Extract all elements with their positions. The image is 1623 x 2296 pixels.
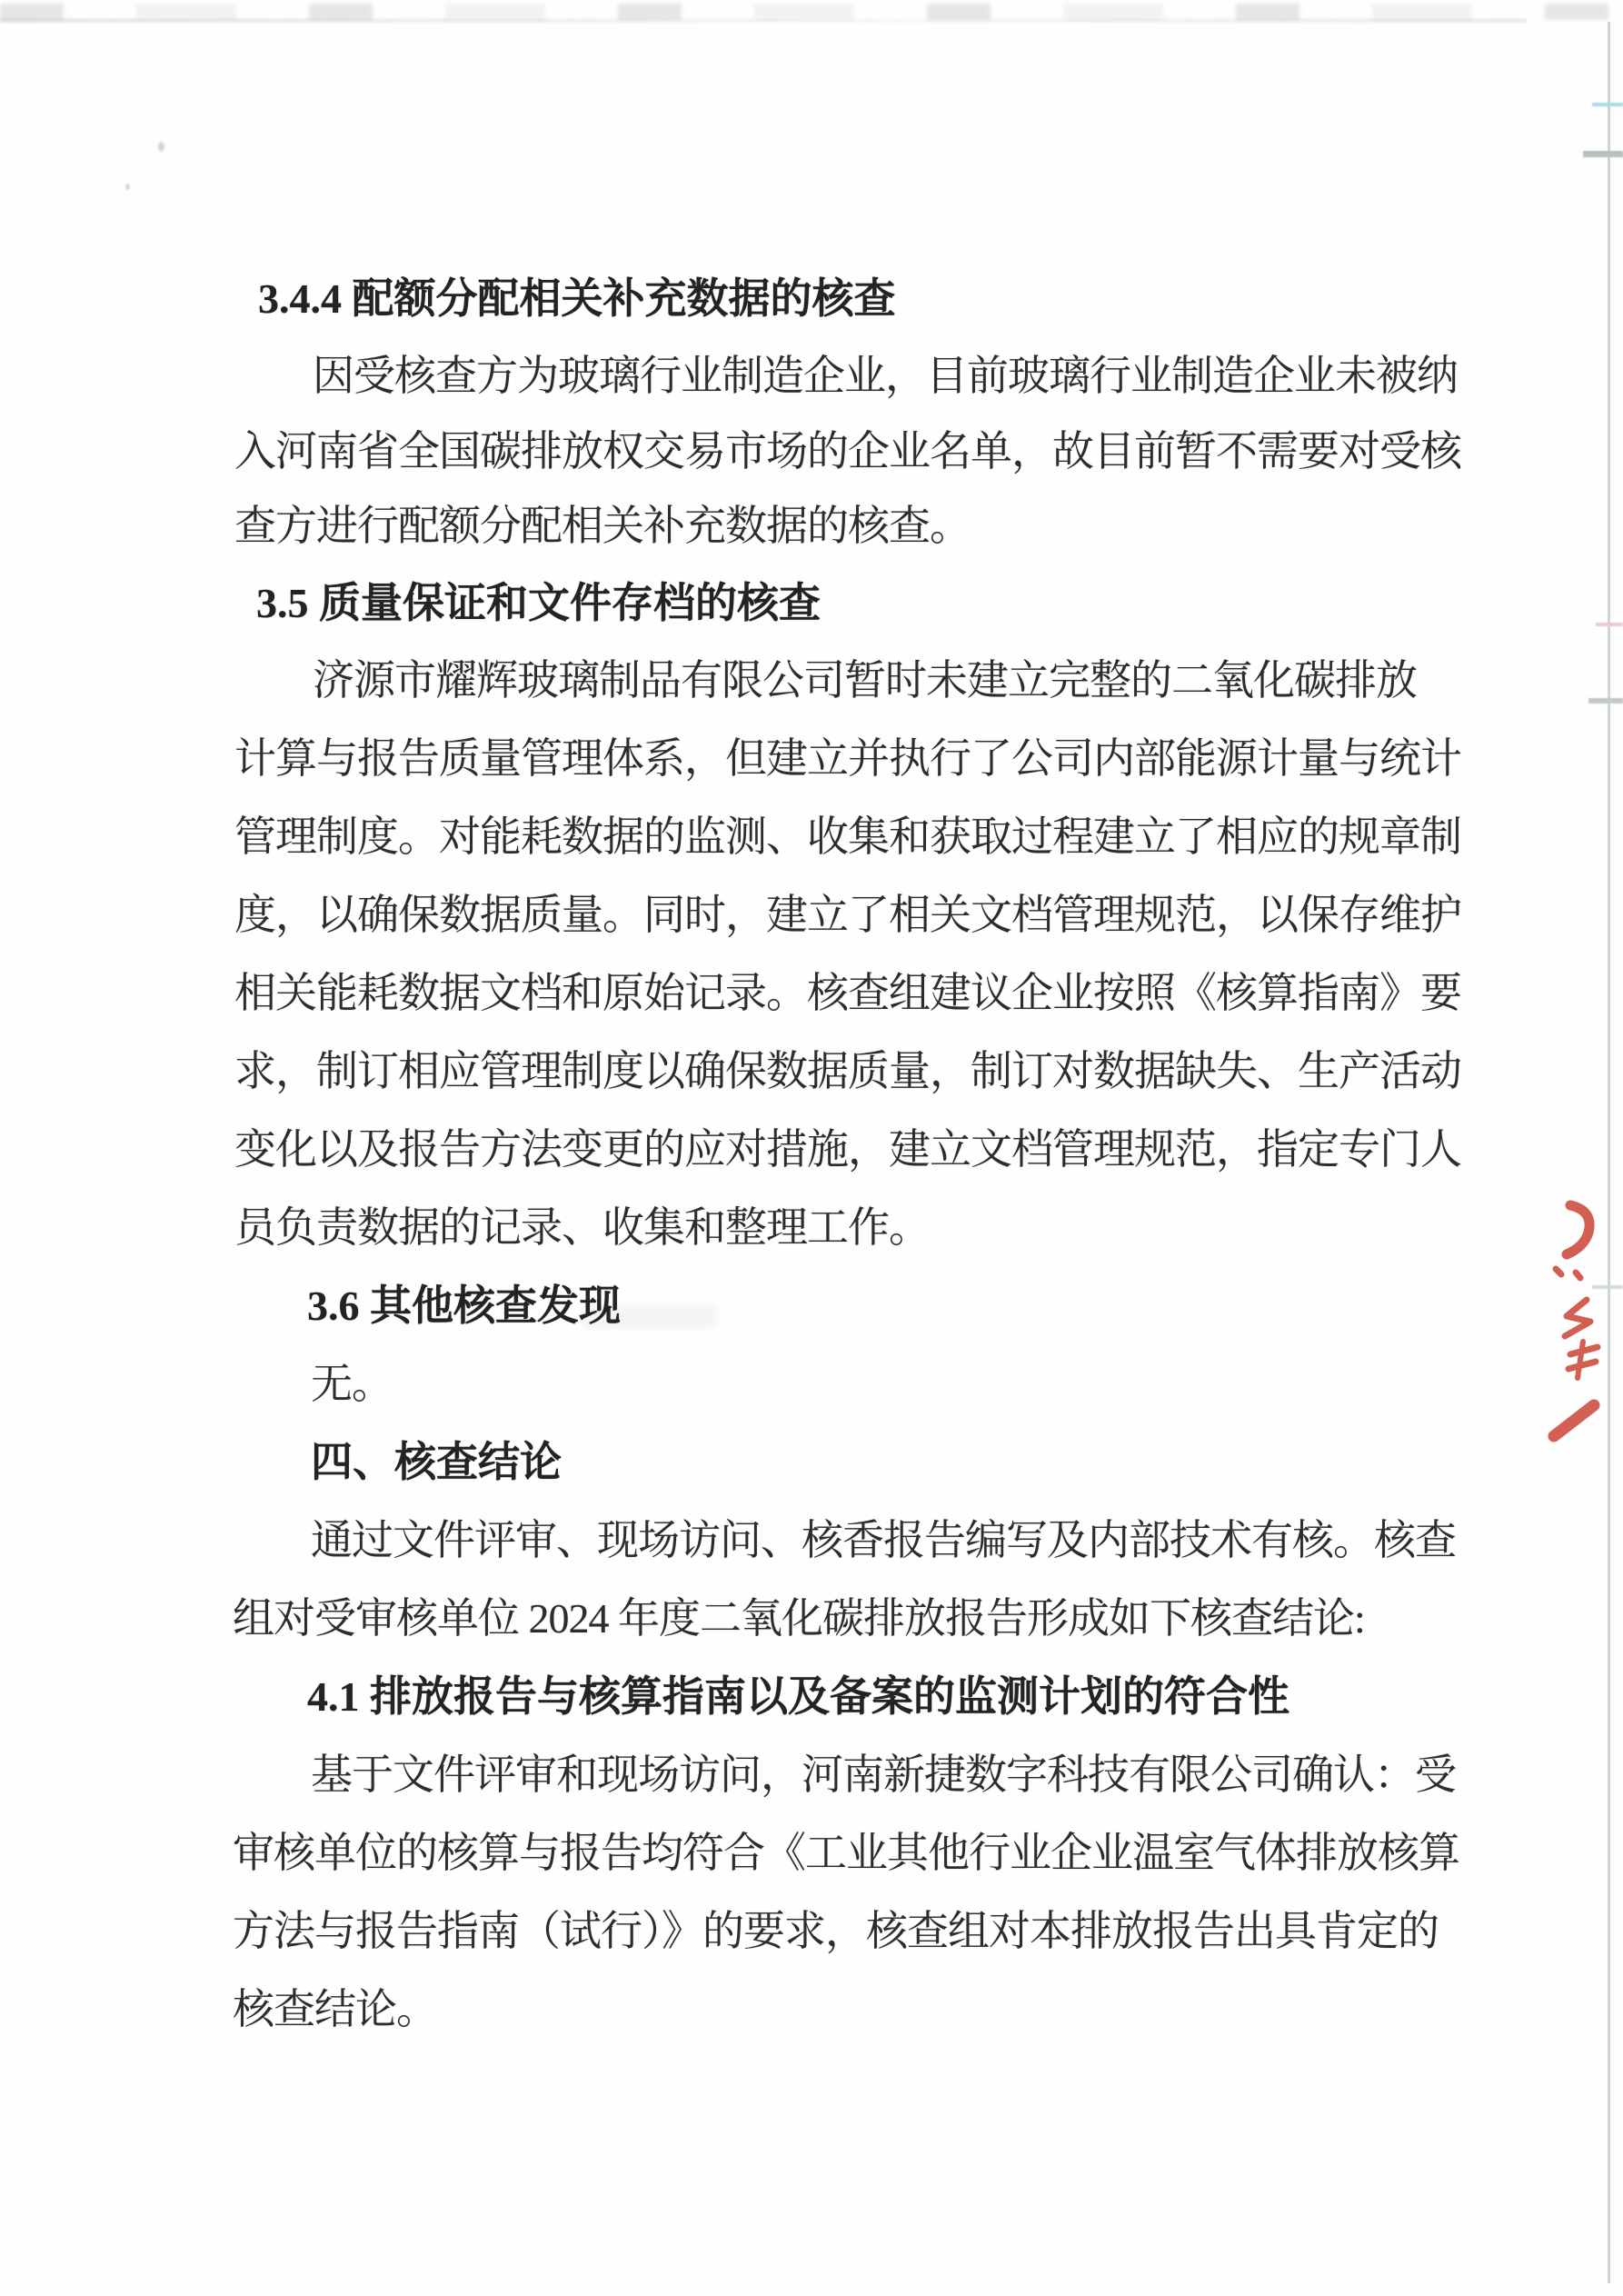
paragraph-line: 求，制订相应管理制度以确保数据质量，制订对数据缺失、生产活动 [234,1048,1461,1094]
paragraph-line: 济源市耀辉玻璃制品有限公司暂时未建立完整的二氧化碳排放 [313,657,1417,704]
scan-speck-2 [125,184,130,190]
heading-4: 四、核查结论 [311,1439,562,1485]
heading-3-5: 3.5 质量保证和文件存档的核查 [256,580,821,626]
paragraph-line: 组对受审核单位 2024 年度二氧化碳排放报告形成如下核查结论: [233,1595,1365,1642]
paragraph-line: 管理制度。对能耗数据的监测、收集和获取过程建立了相应的规章制 [234,814,1461,860]
heading-3-4-4: 3.4.4 配额分配相关补充数据的核查 [258,275,896,322]
paragraph-line: 基于文件评审和现场访问，河南新捷数字科技有限公司确认：受 [311,1752,1456,1798]
paragraph-line: 核查结论。 [233,1986,437,2032]
paragraph-line: 入河南省全国碳排放权交易市场的企业名单，故目前暂不需要对受核 [234,428,1461,474]
paragraph-line: 方法与报告指南（试行）》的要求，核查组对本排放报告出具肯定的 [233,1908,1439,1954]
scan-tick-pink [1596,623,1623,626]
scan-speck [158,142,164,152]
scan-edge-line [1608,22,1610,2283]
paragraph-line: 查方进行配额分配相关补充数据的核查。 [234,503,971,549]
paragraph-line: 审核单位的核算与报告均符合《工业其他行业企业温室气体排放核算 [233,1830,1459,1876]
paragraph-line: 因受核查方为玻璃行业制造企业，目前玻璃行业制造企业未被纳 [313,353,1458,399]
paragraph-line: 变化以及报告方法变更的应对措施，建立文档管理规范，指定专门人 [234,1126,1461,1173]
paragraph-line: 度，以确保数据质量。同时，建立了相关文档管理规范，以保存维护 [234,892,1461,938]
heading-4-1: 4.1 排放报告与核算指南以及备案的监测计划的符合性 [307,1673,1289,1720]
heading-3-6: 3.6 其他核查发现 [307,1283,621,1329]
paragraph-line: 计算与报告质量管理体系，但建立并执行了公司内部能源计量与统计 [234,735,1461,782]
scan-tick-cyan [1592,103,1623,106]
paragraph-line: 通过文件评审、现场访问、核香报告编写及内部技术有核。核查 [311,1517,1456,1563]
scan-smudge-top-line [0,18,1527,23]
paragraph-line: 无。 [311,1361,393,1407]
red-pen-marks [1492,1189,1619,1462]
paragraph-line: 相关能耗数据文档和原始记录。核查组建议企业按照《核算指南》要 [234,970,1461,1016]
paragraph-line: 员负责数据的记录、收集和整理工作。 [234,1204,930,1251]
scan-tick-gray [1583,151,1623,157]
scan-tick-gray-2 [1588,698,1623,704]
